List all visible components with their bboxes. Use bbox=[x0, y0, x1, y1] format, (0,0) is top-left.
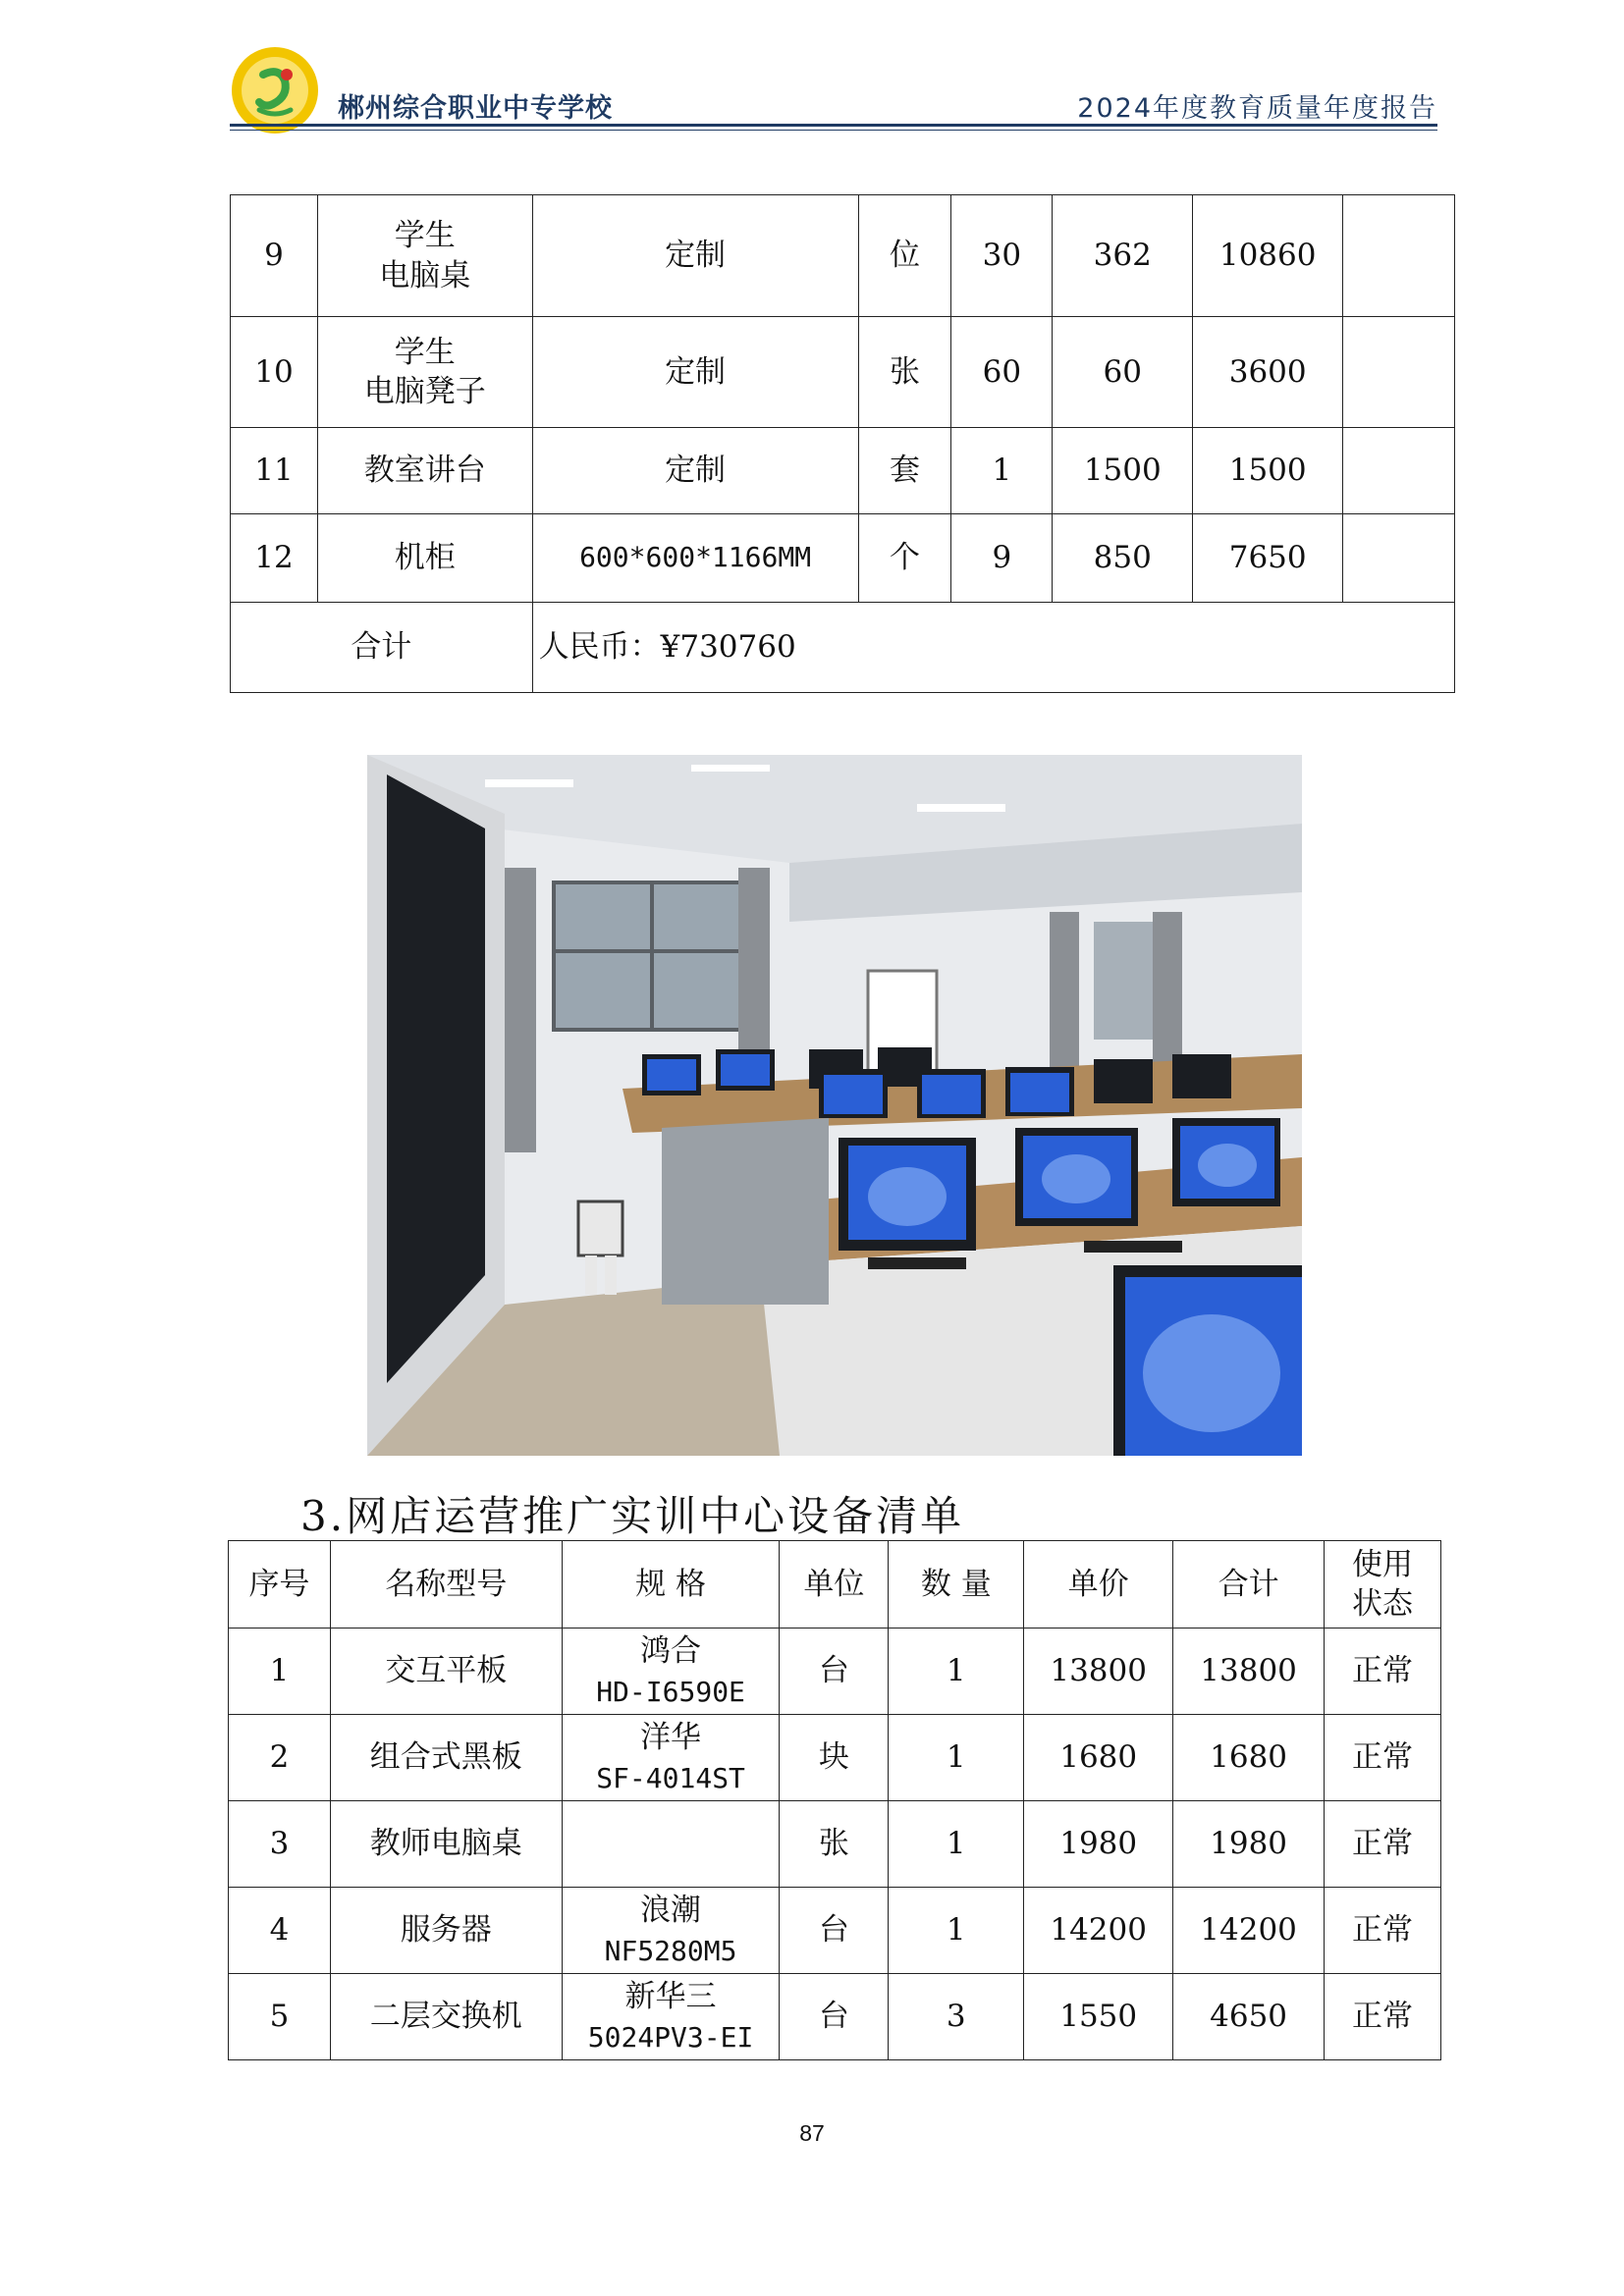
cell-status: 正常 bbox=[1325, 1888, 1441, 1974]
table-row bbox=[231, 514, 1455, 603]
cell-qty: 1 bbox=[889, 1629, 1024, 1715]
cell-qty: 30 bbox=[951, 195, 1053, 317]
header-spec: 规 格 bbox=[562, 1541, 780, 1629]
cell-price: 850 bbox=[1053, 514, 1193, 603]
cell-status: 正常 bbox=[1325, 1715, 1441, 1801]
cell-name: 机柜 bbox=[317, 514, 532, 603]
cell-qty: 60 bbox=[951, 317, 1053, 428]
cell-price: 1980 bbox=[1024, 1801, 1173, 1888]
cell-unit: 个 bbox=[858, 514, 951, 603]
cell-total: 10860 bbox=[1193, 195, 1343, 317]
header-qty: 数 量 bbox=[889, 1541, 1024, 1629]
cell-price: 60 bbox=[1053, 317, 1193, 428]
cell-no: 9 bbox=[231, 195, 318, 317]
header-status: 使用 状态 bbox=[1325, 1541, 1441, 1629]
cell-unit: 台 bbox=[780, 1629, 889, 1715]
cell-status: 正常 bbox=[1325, 1974, 1441, 2060]
cell-name: 学生 电脑桌 bbox=[317, 195, 532, 317]
cell-no: 1 bbox=[229, 1629, 331, 1715]
header-rule-thin bbox=[230, 130, 1437, 131]
header-unit: 单位 bbox=[780, 1541, 889, 1629]
cell-name: 服务器 bbox=[330, 1888, 562, 1974]
cell-name: 教室讲台 bbox=[317, 428, 532, 514]
cell-no: 10 bbox=[231, 317, 318, 428]
cell-no: 11 bbox=[231, 428, 318, 514]
cell-spec: 鸿合 HD-I6590E bbox=[562, 1629, 780, 1715]
cell-unit: 张 bbox=[780, 1801, 889, 1888]
cell-price: 14200 bbox=[1024, 1888, 1173, 1974]
cell-unit: 块 bbox=[780, 1715, 889, 1801]
cell-no: 5 bbox=[229, 1974, 331, 2060]
table-row bbox=[231, 317, 1455, 428]
cell-spec: 定制 bbox=[532, 195, 858, 317]
cell-qty: 1 bbox=[889, 1888, 1024, 1974]
cell-status bbox=[1343, 317, 1455, 428]
cell-name: 交互平板 bbox=[330, 1629, 562, 1715]
sum-value: 人民币：¥730760 bbox=[532, 603, 1454, 693]
cell-total: 13800 bbox=[1173, 1629, 1325, 1715]
cell-spec: 洋华 SF-4014ST bbox=[562, 1715, 780, 1801]
section-title: 3.网店运营推广实训中心设备清单 bbox=[300, 1492, 965, 1540]
equipment-list-table bbox=[228, 1540, 1441, 2060]
cell-spec: 定制 bbox=[532, 428, 858, 514]
cell-qty: 1 bbox=[889, 1801, 1024, 1888]
cell-total: 1980 bbox=[1173, 1801, 1325, 1888]
cell-price: 1680 bbox=[1024, 1715, 1173, 1801]
cell-spec: 浪潮 NF5280M5 bbox=[562, 1888, 780, 1974]
cell-total: 7650 bbox=[1193, 514, 1343, 603]
cell-unit: 套 bbox=[858, 428, 951, 514]
table-row bbox=[229, 1888, 1441, 1974]
cell-total: 3600 bbox=[1193, 317, 1343, 428]
table-row bbox=[229, 1801, 1441, 1888]
cell-status bbox=[1343, 195, 1455, 317]
cell-no: 12 bbox=[231, 514, 318, 603]
table-row bbox=[231, 428, 1455, 514]
report-title: 2024年度教育质量年度报告 bbox=[1077, 93, 1437, 124]
cell-total: 4650 bbox=[1173, 1974, 1325, 2060]
table-row bbox=[229, 1715, 1441, 1801]
cell-total: 1500 bbox=[1193, 428, 1343, 514]
cell-unit: 位 bbox=[858, 195, 951, 317]
cell-status bbox=[1343, 428, 1455, 514]
cell-total: 14200 bbox=[1173, 1888, 1325, 1974]
header-total: 合计 bbox=[1173, 1541, 1325, 1629]
cell-unit: 台 bbox=[780, 1888, 889, 1974]
cell-name: 二层交换机 bbox=[330, 1974, 562, 2060]
cell-name: 学生 电脑凳子 bbox=[317, 317, 532, 428]
header-price: 单价 bbox=[1024, 1541, 1173, 1629]
cell-status: 正常 bbox=[1325, 1801, 1441, 1888]
cell-price: 1550 bbox=[1024, 1974, 1173, 2060]
cell-spec bbox=[562, 1801, 780, 1888]
school-logo-icon bbox=[230, 45, 320, 135]
page-number: 87 bbox=[799, 2120, 825, 2146]
table-row bbox=[229, 1974, 1441, 2060]
cell-status: 正常 bbox=[1325, 1629, 1441, 1715]
table-row bbox=[231, 195, 1455, 317]
cell-no: 2 bbox=[229, 1715, 331, 1801]
table-header-row bbox=[229, 1541, 1441, 1629]
cell-no: 3 bbox=[229, 1801, 331, 1888]
cell-status bbox=[1343, 514, 1455, 603]
cell-total: 1680 bbox=[1173, 1715, 1325, 1801]
cell-unit: 台 bbox=[780, 1974, 889, 2060]
cell-price: 362 bbox=[1053, 195, 1193, 317]
cell-spec: 新华三 5024PV3-EI bbox=[562, 1974, 780, 2060]
cell-spec: 定制 bbox=[532, 317, 858, 428]
cell-name: 组合式黑板 bbox=[330, 1715, 562, 1801]
cell-no: 4 bbox=[229, 1888, 331, 1974]
table-sum-row bbox=[231, 603, 1455, 693]
header-name: 名称型号 bbox=[330, 1541, 562, 1629]
computer-lab-photo bbox=[367, 755, 1302, 1456]
cell-spec: 600*600*1166MM bbox=[532, 514, 858, 603]
table-row bbox=[229, 1629, 1441, 1715]
cell-name: 教师电脑桌 bbox=[330, 1801, 562, 1888]
header-no: 序号 bbox=[229, 1541, 331, 1629]
cell-qty: 3 bbox=[889, 1974, 1024, 2060]
equipment-table-continued bbox=[230, 194, 1455, 693]
page-header bbox=[230, 37, 1437, 135]
school-name: 郴州综合职业中专学校 bbox=[338, 93, 613, 124]
cell-qty: 1 bbox=[889, 1715, 1024, 1801]
sum-label: 合计 bbox=[231, 603, 533, 693]
cell-price: 1500 bbox=[1053, 428, 1193, 514]
cell-unit: 张 bbox=[858, 317, 951, 428]
cell-qty: 9 bbox=[951, 514, 1053, 603]
cell-price: 13800 bbox=[1024, 1629, 1173, 1715]
header-rule bbox=[230, 124, 1437, 127]
cell-qty: 1 bbox=[951, 428, 1053, 514]
